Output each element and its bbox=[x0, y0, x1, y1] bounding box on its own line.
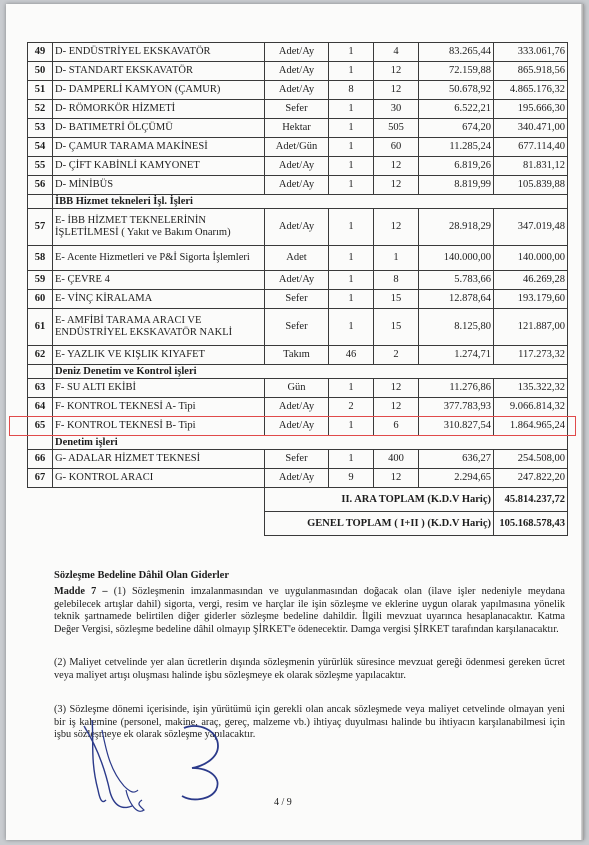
unit-cell: Adet/Ay bbox=[265, 62, 329, 81]
unit-cell: Adet/Ay bbox=[265, 209, 329, 246]
row-number-cell: 50 bbox=[28, 62, 53, 81]
total-cell: 135.322,32 bbox=[494, 379, 568, 398]
description-cell: D- DAMPERLİ KAMYON (ÇAMUR) bbox=[53, 81, 265, 100]
section-header-row bbox=[28, 195, 568, 209]
row-number-cell: 51 bbox=[28, 81, 53, 100]
unit-price-cell: 6.522,21 bbox=[419, 100, 494, 119]
period-cell: 12 bbox=[374, 62, 419, 81]
description-cell: F- SU ALTI EKİBİ bbox=[53, 379, 265, 398]
unit-price-cell: 1.274,71 bbox=[419, 346, 494, 365]
row-number-cell bbox=[28, 195, 53, 209]
table-row bbox=[28, 100, 568, 119]
table-row bbox=[28, 138, 568, 157]
quantity-cell: 2 bbox=[329, 398, 374, 417]
total-cell: 333.061,76 bbox=[494, 43, 568, 62]
period-cell: 15 bbox=[374, 309, 419, 346]
unit-cell: Adet/Ay bbox=[265, 43, 329, 62]
table-row bbox=[28, 398, 568, 417]
page-number: 4 / 9 bbox=[274, 797, 292, 808]
period-cell: 8 bbox=[374, 271, 419, 290]
total-cell: 340.471,00 bbox=[494, 119, 568, 138]
description-cell: D- ÇİFT KABİNLİ KAMYONET bbox=[53, 157, 265, 176]
page-edge bbox=[581, 4, 584, 840]
total-cell: 140.000,00 bbox=[494, 246, 568, 271]
table-row bbox=[28, 469, 568, 488]
total-cell: 195.666,30 bbox=[494, 100, 568, 119]
unit-price-cell: 6.819,26 bbox=[419, 157, 494, 176]
unit-price-cell: 28.918,29 bbox=[419, 209, 494, 246]
unit-cell: Adet/Ay bbox=[265, 469, 329, 488]
total-cell: 347.019,48 bbox=[494, 209, 568, 246]
total-cell: 865.918,56 bbox=[494, 62, 568, 81]
quantity-cell: 1 bbox=[329, 309, 374, 346]
quantity-cell: 1 bbox=[329, 209, 374, 246]
article-paragraph-2: (2) Maliyet cetvelinde yer alan ücretlerin dışında sözleşmenin yürürlük süresince mevzuat gereği ödenmesi gereken ücret veya maliyet artışı oluşması halinde işbu sözleşmeye ek olarak sözleşme yapılacaktır. bbox=[54, 657, 565, 681]
table-row bbox=[28, 346, 568, 365]
unit-price-cell: 674,20 bbox=[419, 119, 494, 138]
blank-cell bbox=[28, 488, 265, 512]
article-paragraph-1 bbox=[54, 586, 565, 636]
unit-cell: Adet/Ay bbox=[265, 81, 329, 100]
unit-cell: Sefer bbox=[265, 450, 329, 469]
period-cell: 12 bbox=[374, 176, 419, 195]
period-cell: 12 bbox=[374, 398, 419, 417]
table-row bbox=[28, 271, 568, 290]
description-cell: E- AMFİBİ TARAMA ARACI VE ENDÜSTRİYEL EKSKAVATÖR NAKLİ bbox=[53, 309, 265, 346]
total-cell: 9.066.814,32 bbox=[494, 398, 568, 417]
quantity-cell: 1 bbox=[329, 246, 374, 271]
quantity-cell: 1 bbox=[329, 157, 374, 176]
description-cell: D- ENDÜSTRİYEL EKSKAVATÖR bbox=[53, 43, 265, 62]
period-cell: 15 bbox=[374, 290, 419, 309]
section-header: Denetim işleri bbox=[53, 436, 568, 450]
row-number-cell: 54 bbox=[28, 138, 53, 157]
section-header-row bbox=[28, 436, 568, 450]
unit-price-cell: 377.783,93 bbox=[419, 398, 494, 417]
blank-cell bbox=[28, 512, 265, 536]
total-cell: 4.865.176,32 bbox=[494, 81, 568, 100]
quantity-cell: 1 bbox=[329, 271, 374, 290]
unit-price-cell: 72.159,88 bbox=[419, 62, 494, 81]
row-number-cell: 63 bbox=[28, 379, 53, 398]
period-cell: 12 bbox=[374, 81, 419, 100]
row-number-cell: 65 bbox=[28, 417, 53, 436]
table-row bbox=[28, 246, 568, 271]
row-number-cell: 59 bbox=[28, 271, 53, 290]
cost-table-body bbox=[28, 43, 568, 536]
row-number-cell: 49 bbox=[28, 43, 53, 62]
unit-price-cell: 11.285,24 bbox=[419, 138, 494, 157]
row-number-cell: 61 bbox=[28, 309, 53, 346]
section-title: Sözleşme Bedeline Dâhil Olan Giderler bbox=[54, 570, 229, 581]
row-number-cell: 58 bbox=[28, 246, 53, 271]
total-cell: 1.864.965,24 bbox=[494, 417, 568, 436]
grand-total-row bbox=[28, 512, 568, 536]
table-row bbox=[28, 379, 568, 398]
table-row bbox=[28, 119, 568, 138]
unit-cell: Adet/Gün bbox=[265, 138, 329, 157]
subtotal-value: 45.814.237,72 bbox=[494, 488, 568, 512]
quantity-cell: 1 bbox=[329, 379, 374, 398]
row-number-cell bbox=[28, 436, 53, 450]
row-number-cell: 62 bbox=[28, 346, 53, 365]
period-cell: 2 bbox=[374, 346, 419, 365]
article-paragraph-1-text: (1) Sözleşmenin imzalanmasından ve uygulanmasından doğacak olan (ilave işler nedeniyle meydana gelebilecek artışlar dahil) sigorta, vergi, resim ve harçlar ile işin sözleşme ve eklerine uygun olarak yapılmasına yönelik teknik şartnamede belirtilen diğer giderler sözleşme bedeline dahildir. İlgili mevzuat uyarınca hesaplanacaktır. Katma Değer Vergisi, sözleşme bedeline dâhil olmayıp ŞİRKET'e ödenecektir. Damga vergisi ŞİRKET tarafından karşılanacaktır. bbox=[54, 586, 566, 635]
table-row bbox=[28, 157, 568, 176]
quantity-cell: 1 bbox=[329, 100, 374, 119]
description-cell: E- ÇEVRE 4 bbox=[53, 271, 265, 290]
period-cell: 400 bbox=[374, 450, 419, 469]
unit-cell: Adet/Ay bbox=[265, 417, 329, 436]
unit-cell: Adet/Ay bbox=[265, 157, 329, 176]
unit-price-cell: 12.878,64 bbox=[419, 290, 494, 309]
unit-cell: Gün bbox=[265, 379, 329, 398]
description-cell: F- KONTROL TEKNESİ A- Tipi bbox=[53, 398, 265, 417]
unit-cell: Adet/Ay bbox=[265, 398, 329, 417]
article-paragraph-3: (3) Sözleşme dönemi içerisinde, işin yürütümü için gerekli olan ancak sözleşmede veya maliyet cetvelinde olmayan yeni bir iş kalemine (personel, makine, araç, gereç, malzeme vb.) ihtiyaç duyulması halinde bu ihtiyacın karşılanabilmesi için işbu sözleşmeye ek olarak sözleşme yapılacaktır. bbox=[54, 704, 565, 741]
description-cell: F- KONTROL TEKNESİ B- Tipi bbox=[53, 417, 265, 436]
table-row bbox=[28, 450, 568, 469]
description-cell: G- ADALAR HİZMET TEKNESİ bbox=[53, 450, 265, 469]
section-header-row bbox=[28, 365, 568, 379]
row-number-cell bbox=[28, 365, 53, 379]
description-cell: D- ÇAMUR TARAMA MAKİNESİ bbox=[53, 138, 265, 157]
unit-price-cell: 636,27 bbox=[419, 450, 494, 469]
section-header: Deniz Denetim ve Kontrol işleri bbox=[53, 365, 568, 379]
handwritten-signature bbox=[80, 720, 280, 820]
unit-cell: Sefer bbox=[265, 290, 329, 309]
section-header: İBB Hizmet tekneleri İşl. İşleri bbox=[53, 195, 568, 209]
quantity-cell: 1 bbox=[329, 119, 374, 138]
total-cell: 81.831,12 bbox=[494, 157, 568, 176]
table-row bbox=[28, 81, 568, 100]
period-cell: 12 bbox=[374, 209, 419, 246]
quantity-cell: 1 bbox=[329, 290, 374, 309]
article-heading: Madde 7 – bbox=[54, 586, 108, 597]
subtotal-row bbox=[28, 488, 568, 512]
unit-cell: Adet/Ay bbox=[265, 176, 329, 195]
table-row bbox=[28, 176, 568, 195]
row-number-cell: 53 bbox=[28, 119, 53, 138]
unit-price-cell: 83.265,44 bbox=[419, 43, 494, 62]
quantity-cell: 1 bbox=[329, 450, 374, 469]
row-number-cell: 52 bbox=[28, 100, 53, 119]
row-number-cell: 60 bbox=[28, 290, 53, 309]
row-number-cell: 56 bbox=[28, 176, 53, 195]
document-page bbox=[6, 4, 584, 840]
table-row bbox=[28, 309, 568, 346]
total-cell: 193.179,60 bbox=[494, 290, 568, 309]
row-number-cell: 55 bbox=[28, 157, 53, 176]
unit-cell: Adet/Ay bbox=[265, 271, 329, 290]
cost-table bbox=[27, 42, 568, 536]
description-cell: E- Acente Hizmetleri ve P&İ Sigorta İşlemleri bbox=[53, 246, 265, 271]
unit-cell: Takım bbox=[265, 346, 329, 365]
row-number-cell: 67 bbox=[28, 469, 53, 488]
table-row bbox=[28, 43, 568, 62]
quantity-cell: 1 bbox=[329, 138, 374, 157]
unit-price-cell: 50.678,92 bbox=[419, 81, 494, 100]
total-cell: 254.508,00 bbox=[494, 450, 568, 469]
unit-price-cell: 8.819,99 bbox=[419, 176, 494, 195]
unit-cell: Sefer bbox=[265, 100, 329, 119]
period-cell: 12 bbox=[374, 157, 419, 176]
unit-price-cell: 5.783,66 bbox=[419, 271, 494, 290]
period-cell: 30 bbox=[374, 100, 419, 119]
description-cell: E- İBB HİZMET TEKNELERİNİN İŞLETİLMESİ ( Yakıt ve Bakım Onarım) bbox=[53, 209, 265, 246]
description-cell: E- YAZLIK VE KIŞLIK KIYAFET bbox=[53, 346, 265, 365]
quantity-cell: 1 bbox=[329, 43, 374, 62]
total-cell: 46.269,28 bbox=[494, 271, 568, 290]
description-cell: D- BATIMETRİ ÖLÇÜMÜ bbox=[53, 119, 265, 138]
quantity-cell: 1 bbox=[329, 417, 374, 436]
description-cell: E- VİNÇ KİRALAMA bbox=[53, 290, 265, 309]
description-cell: D- MİNİBÜS bbox=[53, 176, 265, 195]
period-cell: 12 bbox=[374, 469, 419, 488]
period-cell: 4 bbox=[374, 43, 419, 62]
quantity-cell: 46 bbox=[329, 346, 374, 365]
quantity-cell: 8 bbox=[329, 81, 374, 100]
table-row bbox=[28, 417, 568, 436]
quantity-cell: 1 bbox=[329, 62, 374, 81]
table-row bbox=[28, 209, 568, 246]
total-cell: 105.839,88 bbox=[494, 176, 568, 195]
grand-total-value: 105.168.578,43 bbox=[494, 512, 568, 536]
subtotal-label: II. ARA TOPLAM (K.D.V Hariç) bbox=[265, 488, 494, 512]
description-cell: D- STANDART EKSKAVATÖR bbox=[53, 62, 265, 81]
period-cell: 1 bbox=[374, 246, 419, 271]
unit-price-cell: 8.125,80 bbox=[419, 309, 494, 346]
period-cell: 60 bbox=[374, 138, 419, 157]
unit-cell: Sefer bbox=[265, 309, 329, 346]
row-number-cell: 57 bbox=[28, 209, 53, 246]
quantity-cell: 9 bbox=[329, 469, 374, 488]
period-cell: 6 bbox=[374, 417, 419, 436]
grand-total-label: GENEL TOPLAM ( I+II ) (K.D.V Hariç) bbox=[265, 512, 494, 536]
unit-price-cell: 310.827,54 bbox=[419, 417, 494, 436]
table-row bbox=[28, 290, 568, 309]
period-cell: 12 bbox=[374, 379, 419, 398]
unit-price-cell: 11.276,86 bbox=[419, 379, 494, 398]
row-number-cell: 64 bbox=[28, 398, 53, 417]
period-cell: 505 bbox=[374, 119, 419, 138]
total-cell: 121.887,00 bbox=[494, 309, 568, 346]
unit-price-cell: 2.294,65 bbox=[419, 469, 494, 488]
table-row bbox=[28, 62, 568, 81]
row-number-cell: 66 bbox=[28, 450, 53, 469]
description-cell: D- RÖMORKÖR HİZMETİ bbox=[53, 100, 265, 119]
total-cell: 677.114,40 bbox=[494, 138, 568, 157]
total-cell: 117.273,32 bbox=[494, 346, 568, 365]
unit-cell: Hektar bbox=[265, 119, 329, 138]
description-cell: G- KONTROL ARACI bbox=[53, 469, 265, 488]
total-cell: 247.822,20 bbox=[494, 469, 568, 488]
quantity-cell: 1 bbox=[329, 176, 374, 195]
unit-price-cell: 140.000,00 bbox=[419, 246, 494, 271]
unit-cell: Adet bbox=[265, 246, 329, 271]
